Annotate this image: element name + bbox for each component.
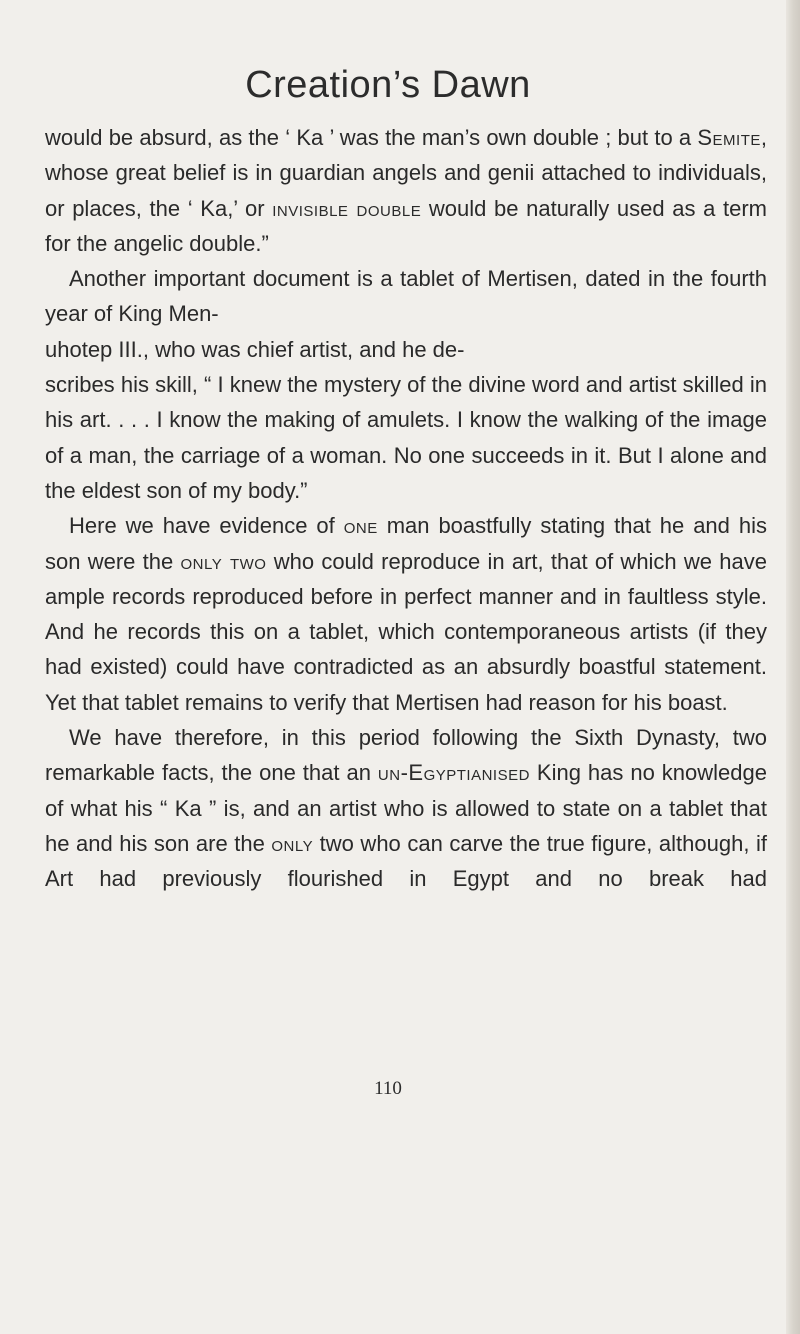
page-edge: [786, 0, 800, 1334]
paragraph-2: Another important document is a tablet of Mertisen, dated in the fourth year of King Men- uhotep III., who was chief artist, and he de- scribes his skill, “ I knew the mystery of the divine word and artist skilled in his art. . . . I know the making of amulets. I know the walking of the image of a man, the carriage of a woman. No one succeeds in it. But I alone and the eldest son of my body.”: [45, 266, 767, 503]
page-number: 110: [374, 1078, 402, 1099]
body-text: [45, 120, 767, 897]
running-head: Creation’s Dawn: [245, 64, 531, 106]
paragraph-4: We have therefore, in this period following the Sixth Dynasty, two remarkable facts, the one that an un-Egyptianised King has no knowledge of what his “ Ka ” is, and an artist who is allowed to state on a tablet that he and his son are the only two who can carve the true figure, although, if Art had previously flourished in Egypt and no break had: [45, 725, 767, 892]
paragraph-1: would be absurd, as the ‘ Ka ’ was the man’s own double ; but to a Semite, whose great belief is in guardian angels and genii attached to individuals, or places, the ‘ Ka,’ or invisible double would be naturally used as a term for the angelic double.”: [45, 125, 767, 256]
paragraph-3: Here we have evidence of one man boastfully stating that he and his son were the only two who could reproduce in art, that of which we have ample records reproduced before in perfect manner and in faultless style. And he records this on a tablet, which contemporaneous artists (if they had existed) could have contradicted as an absurdly boastful statement. Yet that tablet remains to verify that Mertisen had reason for his boast.: [45, 513, 767, 715]
